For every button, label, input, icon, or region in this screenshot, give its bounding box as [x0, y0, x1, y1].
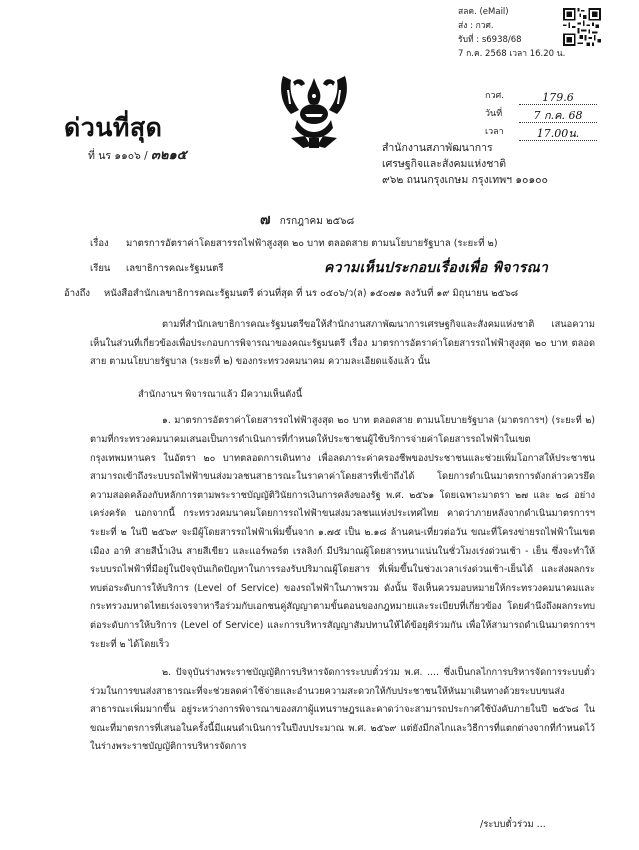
receipt-row-number — [485, 87, 597, 105]
receipt-date-value: 7 ก.ค. 68 — [519, 110, 597, 123]
org-line-2: เศรษฐกิจและสังคมแห่งชาติ — [382, 158, 507, 170]
receipt-block — [485, 87, 597, 141]
document-body — [90, 316, 595, 757]
receipt-row-time — [485, 123, 597, 141]
opinion-stamp-title: ความเห็นประกอบเรื่องเพื่อ พิจารณา — [324, 260, 549, 276]
garuda-emblem-icon — [275, 70, 353, 152]
date-month-year: กรกฎาคม ๒๕๖๘ — [279, 216, 355, 227]
document-number-prefix: ที่ นร ๑๑๐๖ / — [88, 150, 148, 162]
stamp-datetime: 7 ก.ค. 2568 เวลา 16.20 น. — [458, 49, 566, 59]
urgency-label: ด่วนที่สุด — [64, 113, 163, 142]
reference-row — [64, 286, 604, 301]
subject-label: เรื่อง — [90, 238, 109, 249]
receipt-number-value: 179.6 — [519, 92, 597, 105]
intro-paragraph: ตามที่สำนักเลขาธิการคณะรัฐมนตรีขอให้สำนักงานสภาพัฒนาการเศรษฐกิจและสังคมแห่งชาติ เสนอความเห็นในส่วนที่เกี่ยวข้องเพื่อประกอบการพิจารณาของคณะรัฐมนตรี เรื่อง มาตรการอัตราค่าโดยสารรถไฟฟ้าสูงสุด ๒๐ บาท ตลอดสาย ตามนโยบายรัฐบาล (ระยะที่ ๒) ของกระทรวงคมนาคม ความละเอียดแจ้งแล้ว นั้น — [90, 319, 595, 368]
stamp-sent-to: ส่ง : กวศ. — [458, 21, 494, 31]
opinion-lead: สำนักงานฯ พิจารณาแล้ว มีความเห็นดังนี้ — [138, 388, 303, 400]
org-address: ๙๖๒ ถนนกรุงเกษม กรุงเทพฯ ๑๐๑๐๐ — [382, 174, 548, 186]
point-1-paragraph: ๑. มาตรการอัตราค่าโดยสารรถไฟฟ้าสูงสุด ๒๐ บาท ตลอดสาย ตามนโยบายรัฐบาล (มาตรการฯ) (ระยะที่ ๒) ตามที่กระทรวงคมนาคมเสนอเป็นการดำเนินการที่กำหนดให้ประชาชนผู้ใช้บริการจ่ายค่าโดยสารรถไฟฟ้าในเขตกรุงเทพมหานคร ในอัตรา ๒๐ บาทตลอดการเดินทาง เพื่อลดภาระค่าครองชีพของประชาชนและช่วยเพิ่มโอกาสให้ประชาชนสามารถเข้าถึงระบบรถไฟฟ้าขนส่งมวลชนสาธารณะในราคาค่าโดยสารที่เข้าถึงได้ โดยการดำเนินมาตรการดังกล่าวควรยึดความสอดคล้องกับหลักการตามพระราชบัญญัติวินัยการเงินการคลังของรัฐ พ.ศ. ๒๕๖๑ โดยเฉพาะมาตรา ๒๗ และ ๒๘ อย่างเคร่งครัด นอกจากนี้ กระทรวงคมนาคมโดยการรถไฟฟ้าขนส่งมวลชนแห่งประเทศไทย คาดว่าภายหลังจากดำเนินมาตรการฯ ระยะที่ ๒ ในปี ๒๕๖๙ จะมีผู้โดยสารรถไฟฟ้าเพิ่มขึ้นจาก ๑.๗๕ เป็น ๒.๑๘ ล้านคน-เที่ยวต่อวัน ขณะที่โครงข่ายรถไฟฟ้าในเขตเมือง อาทิ สายสีน้ำเงิน สายสีเขียว และแอร์พอร์ต เรลลิงก์ มีปริมาณผู้โดยสารหนาแน่นในชั่วโมงเร่งด่วนเช้า - เย็น ซึ่งจะทำให้ระบบรถไฟฟ้าที่มีอยู่ในปัจจุบันเกิดปัญหาในการรองรับปริมาณผู้โดยสาร ที่เพิ่มขึ้นในช่วงเวลาเร่งด่วนเช้า-เย็นได้ และส่งผลกระทบต่อระดับการให้บริการ (Level of Service) ของรถไฟฟ้าในภาพรวม ดังนั้น จึงเห็นควรมอบหมายให้กระทรวงคมนาคมและกระทรวงมหาดไทยเร่งเจรจาหารือร่วมกับเอกชนคู่สัญญาตามขั้นตอนของกฎหมายและระเบียบที่เกี่ยวข้อง โดยคำนึงถึงผลกระทบต่อระดับการให้บริการ (Level of Service) และการบริหารสัญญาสัมปทานให้ได้ข้อยุติร่วมกัน เพื่อให้สามารถดำเนินมาตรการฯ ระยะที่ ๒ ได้โดยเร็ว — [90, 415, 595, 650]
recipient-text: เลขาธิการคณะรัฐมนตรี — [126, 263, 224, 274]
sender-organization — [382, 140, 548, 188]
receipt-time-label: เวลา — [485, 127, 504, 137]
receipt-date-label: วันที่ — [485, 109, 503, 119]
reference-text: หนังสือสำนักเลขาธิการคณะรัฐมนตรี ด่วนที่สุด ที่ นร ๐๕๐๖/ว(ล) ๑๕๐๗๑ ลงวันที่ ๑๙ มิถุนายน ๒๕๖๘ — [104, 288, 519, 299]
recipient-label: เรียน — [90, 263, 111, 274]
point-2-paragraph: ๒. ปัจจุบันร่างพระราชบัญญัติการบริหารจัดการระบบตั๋วร่วม พ.ศ. .... ซึ่งเป็นกลไกการบริหารจัดการระบบตั๋วร่วมในการขนส่งสาธารณะที่จะช่วยลดค่าใช้จ่ายและอำนวยความสะดวกให้กับประชาชนให้หันมาเดินทางด้วยระบบขนส่งสาธารณะเพิ่มมากขึ้น อยู่ระหว่างการพิจารณาของสภาผู้แทนราษฎรและคาดว่าจะสามารถประกาศใช้บังคับภายในปี ๒๕๖๘ ในขณะที่มาตรการที่เสนอในครั้งนี้มีแผนดำเนินการในปีงบประมาณ พ.ศ. ๒๕๖๙ แต่ยังมีกลไกและวิธีการที่แตกต่างจากที่กำหนดไว้ในร่างพระราชบัญญัติการบริหารจัดการ — [90, 667, 595, 753]
org-line-1: สำนักงานสภาพัฒนาการ — [382, 142, 493, 154]
subject-text: มาตรการอัตราค่าโดยสารรถไฟฟ้าสูงสุด ๒๐ บาท ตลอดสาย ตามนโยบายรัฐบาล (ระยะที่ ๒) — [126, 238, 498, 249]
document-number-handwritten: ๓๒๑๕ — [151, 148, 187, 163]
receipt-row-date — [485, 105, 597, 123]
document-number — [88, 144, 187, 165]
email-receipt-stamp — [458, 5, 565, 61]
recipient-row — [90, 261, 224, 276]
stamp-source: สลค. (eMail) — [458, 7, 509, 17]
document-date — [260, 209, 354, 231]
subject-row — [90, 236, 610, 251]
receipt-time-value: 17.00น. — [519, 128, 597, 141]
page-continuation: /ระบบตั๋วร่วม ... — [480, 819, 546, 830]
date-day: ๗ — [260, 212, 271, 228]
qr-code-icon — [563, 8, 601, 46]
receipt-number-label: กวศ. — [485, 91, 505, 101]
reference-label: อ้างถึง — [64, 288, 91, 299]
stamp-receipt-no: รับที่ : s6938/68 — [458, 35, 522, 45]
